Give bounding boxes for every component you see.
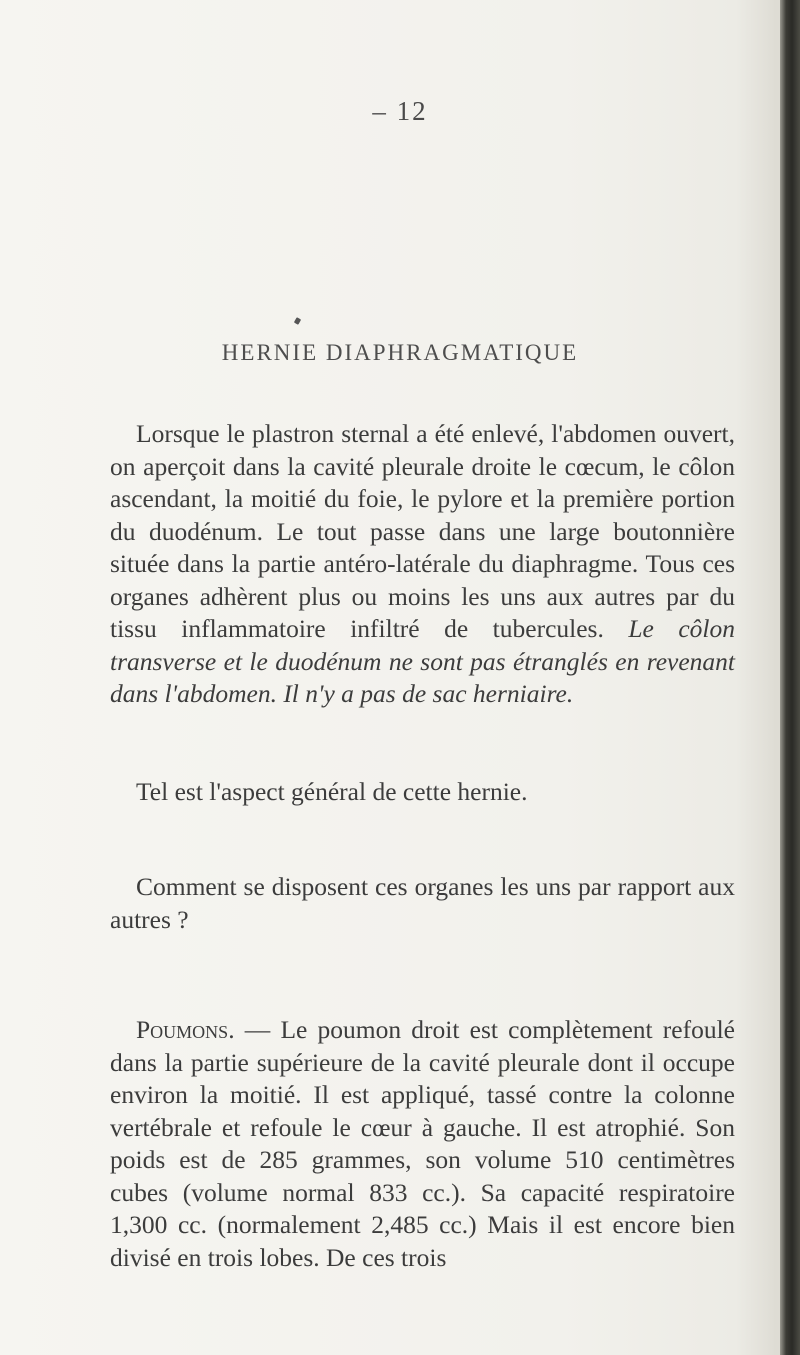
paragraph-2 xyxy=(110,776,735,809)
paragraph-1-text: Lorsque le plastron sternal a été enlevé, l'abdomen ouvert, on aperçoit dans la cavité pleurale droite le cœcum, le côlon ascendant, la moitié du foie, le pylore et la première portion du duodénum. Le tout passe dans une large boutonnière située dans la partie antéro-latérale du diaphragme. Tous ces organes adhèrent plus ou moins les uns aux autres par du tissu inflammatoire infiltré de tubercules. xyxy=(110,419,735,643)
chapter-title: HERNIE DIAPHRAGMATIQUE xyxy=(221,340,579,365)
paragraph-4 xyxy=(110,1014,735,1274)
paragraph-2-text: Tel est l'aspect général de cette hernie. xyxy=(136,777,528,806)
paragraph-3-text: Comment se disposent ces organes les uns par rapport aux autres ? xyxy=(110,872,735,934)
paragraph-1 xyxy=(110,418,735,711)
paragraph-4-text: — Le poumon droit est complètement refoulé dans la partie supérieure de la cavité pleurale dont il occupe environ la moitié. Il est appliqué, tassé contre la colonne vertébrale et refoule le cœur à gauche. Il est atrophié. Son poids est de 285 grammes, son volume 510 centimètres cubes (volume normal 833 cc.). Sa capacité respiratoire 1,300 cc. (normalement 2,485 cc.) Mais il est encore bien divisé en trois lobes. De ces trois xyxy=(110,1015,735,1272)
paragraph-3 xyxy=(110,871,735,936)
page-number: – 12 xyxy=(372,96,428,126)
paragraph-1-italic-text: Le côlon transverse et le duodénum ne sont pas étranglés en revenant dans l'abdomen. Il n'y a pas de sac herniaire. xyxy=(110,614,735,708)
section-heading-poumons: Poumons. xyxy=(136,1015,235,1044)
ink-speck xyxy=(294,317,301,325)
page-binding-edge xyxy=(780,0,800,1355)
